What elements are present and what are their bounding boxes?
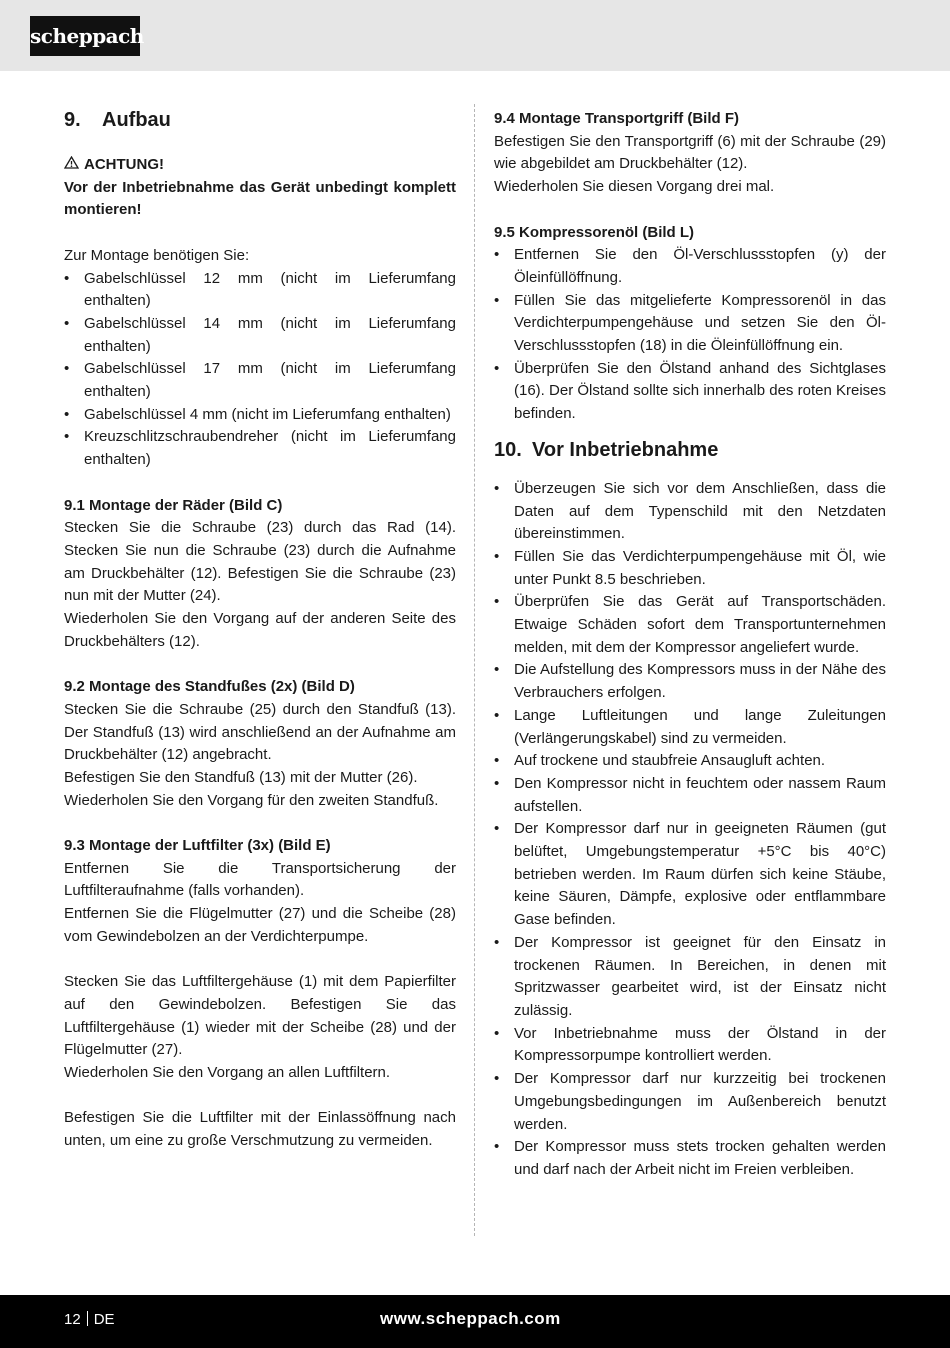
list-item: • Den Kompressor nicht in feuchtem oder nassem Raum aufstellen. <box>494 773 886 818</box>
warning-heading <box>64 154 456 177</box>
list-item: • Füllen Sie das Verdichterpumpengehäuse mit Öl, wie unter Punkt 8.5 beschrieben. <box>494 546 886 591</box>
page-footer <box>0 1295 950 1348</box>
subsection-9-1-title: 9.1 Montage der Räder (Bild C) <box>64 496 283 514</box>
section-9-heading <box>64 108 456 132</box>
paragraph: Wiederholen Sie den Vorgang für den zweiten Standfuß. <box>64 791 439 809</box>
section-10-heading <box>494 438 886 462</box>
brand-logo: scheppach <box>30 16 140 56</box>
page-separator <box>87 1311 88 1326</box>
tools-list <box>64 268 456 472</box>
column-divider <box>474 104 475 1236</box>
list-item: • Lange Luftleitungen und lange Zuleitungen (Verlängerungskabel) sind zu vermeiden. <box>494 705 886 750</box>
list-item: • Der Kompressor darf nur kurzzeitig bei trockenen Umgebungsbedingungen im Außenbereich benutzt werden. <box>494 1068 886 1136</box>
subsection-9-3-title: 9.3 Montage der Luftfilter (3x) (Bild E) <box>64 837 331 855</box>
list-item: • Die Aufstellung des Kompressors muss in der Nähe des Verbrauchers erfolgen. <box>494 659 886 704</box>
website-link[interactable]: www.scheppach.com <box>380 1309 561 1328</box>
paragraph: Wiederholen Sie den Vorgang auf der anderen Seite des Druckbehälters (12). <box>64 610 456 650</box>
paragraph: Befestigen Sie den Transportgriff (6) mit der Schraube (29) wie abgebildet am Druckbehälter (12). <box>494 132 886 173</box>
right-column <box>494 108 886 1182</box>
paragraph: Stecken Sie die Schraube (23) durch das Rad (14). Stecken Sie nun die Schraube (23) durch die Aufnahme am Druckbehälter (12). Befestigen Sie die Schraube (23) nun mit der Mutter (24). <box>64 519 456 605</box>
paragraph: Wiederholen Sie den Vorgang an allen Luftfiltern. <box>64 1064 391 1082</box>
list-item: • Kreuzschlitzschraubendreher (nicht im Lieferumfang enthalten) <box>64 426 456 471</box>
paragraph: Stecken Sie das Luftfiltergehäuse (1) mit dem Papierfilter auf den Gewindebolzen. Befestigen Sie das Luftfiltergehäuse (1) wieder mit der Scheibe (28) und der Flügelmutter (27). <box>64 973 456 1059</box>
paragraph: Wiederholen Sie diesen Vorgang drei mal. <box>494 178 775 196</box>
list-item: • Gabelschlüssel 4 mm (nicht im Lieferumfang enthalten) <box>64 404 456 427</box>
list-item: • Überzeugen Sie sich vor dem Anschließen, dass die Daten auf dem Typenschild mit den Netzdaten übereinstimmen. <box>494 478 886 546</box>
list-item: • Überprüfen Sie das Gerät auf Transportschäden. Etwaige Schäden sofort dem Transportunternehmen melden, mit dem der Kompressor angeliefert wurde. <box>494 591 886 659</box>
warning-text: Vor der Inbetriebnahme das Gerät unbedingt komplett montieren! <box>64 178 456 219</box>
list-item: • Gabelschlüssel 17 mm (nicht im Lieferumfang enthalten) <box>64 358 456 403</box>
section-number: 9. <box>64 109 81 131</box>
tools-intro: Zur Montage benötigen Sie: <box>64 246 250 264</box>
paragraph: Befestigen Sie die Luftfilter mit der Einlassöffnung nach unten, um eine zu große Verschmutzung zu vermeiden. <box>64 1109 456 1150</box>
list-item: • Gabelschlüssel 14 mm (nicht im Lieferumfang enthalten) <box>64 313 456 358</box>
warning-triangle-icon <box>64 154 80 177</box>
list-item: • Überprüfen Sie den Ölstand anhand des Sichtglases (16). Der Ölstand sollte sich innerhalb des roten Kreises befinden. <box>494 358 886 426</box>
list-item: • Vor Inbetriebnahme muss der Ölstand in der Kompressorpumpe kontrolliert werden. <box>494 1023 886 1068</box>
list-item: • Auf trockene und staubfreie Ansaugluft achten. <box>494 750 886 773</box>
oil-steps-list <box>494 244 886 426</box>
section-title: Aufbau <box>102 109 171 131</box>
subsection-9-5-title: 9.5 Kompressorenöl (Bild L) <box>494 223 695 241</box>
warning-label: ACHTUNG! <box>84 156 164 173</box>
paragraph: Befestigen Sie den Standfuß (13) mit der Mutter (26). <box>64 768 418 786</box>
page-number: 12 <box>64 1311 81 1328</box>
pre-operation-list <box>494 478 886 1182</box>
list-item: • Entfernen Sie den Öl-Verschlussstopfen (y) der Öleinfüllöffnung. <box>494 244 886 289</box>
section-number: 10. <box>494 438 522 461</box>
page-header <box>0 0 950 71</box>
left-column <box>64 108 456 1153</box>
paragraph: Entfernen Sie die Flügelmutter (27) und die Scheibe (28) vom Gewindebolzen an der Verdichterpumpe. <box>64 905 456 945</box>
list-item: • Der Kompressor darf nur in geeigneten Räumen (gut belüftet, Umgebungstemperatur +5°C bis 40°C) betrieben werden. Im Raum dürfen sich keine Stäube, keine Säuren, Dämpfe, explosive oder entflammbare Gase befinden. <box>494 818 886 932</box>
language-code: DE <box>93 1311 115 1328</box>
page-indicator <box>64 1311 115 1328</box>
paragraph: Stecken Sie die Schraube (25) durch den Standfuß (13). Der Standfuß (13) wird anschließend an der Aufnahme am Druckbehälter (12) angebracht. <box>64 700 456 764</box>
list-item: • Der Kompressor ist geeignet für den Einsatz in trockenen Räumen. In Bereichen, in denen mit Spritzwasser gearbeitet wird, ist der Einsatz nicht zulässig. <box>494 932 886 1023</box>
list-item: • Gabelschlüssel 12 mm (nicht im Lieferumfang enthalten) <box>64 268 456 313</box>
paragraph: Entfernen Sie die Transportsicherung der Luftfilteraufnahme (falls vorhanden). <box>64 859 456 900</box>
subsection-9-4-title: 9.4 Montage Transportgriff (Bild F) <box>494 110 740 127</box>
section-title: Vor Inbetriebnahme <box>532 438 719 461</box>
subsection-9-2-title: 9.2 Montage des Standfußes (2x) (Bild D) <box>64 678 355 696</box>
list-item: • Der Kompressor muss stets trocken gehalten werden und darf nach der Arbeit nicht im Freien verbleiben. <box>494 1136 886 1181</box>
list-item: • Füllen Sie das mitgelieferte Kompressorenöl in das Verdichterpumpengehäuse und setzen Sie den Öl-Verschlussstopfen (18) in die Öleinfüllöffnung ein. <box>494 290 886 358</box>
